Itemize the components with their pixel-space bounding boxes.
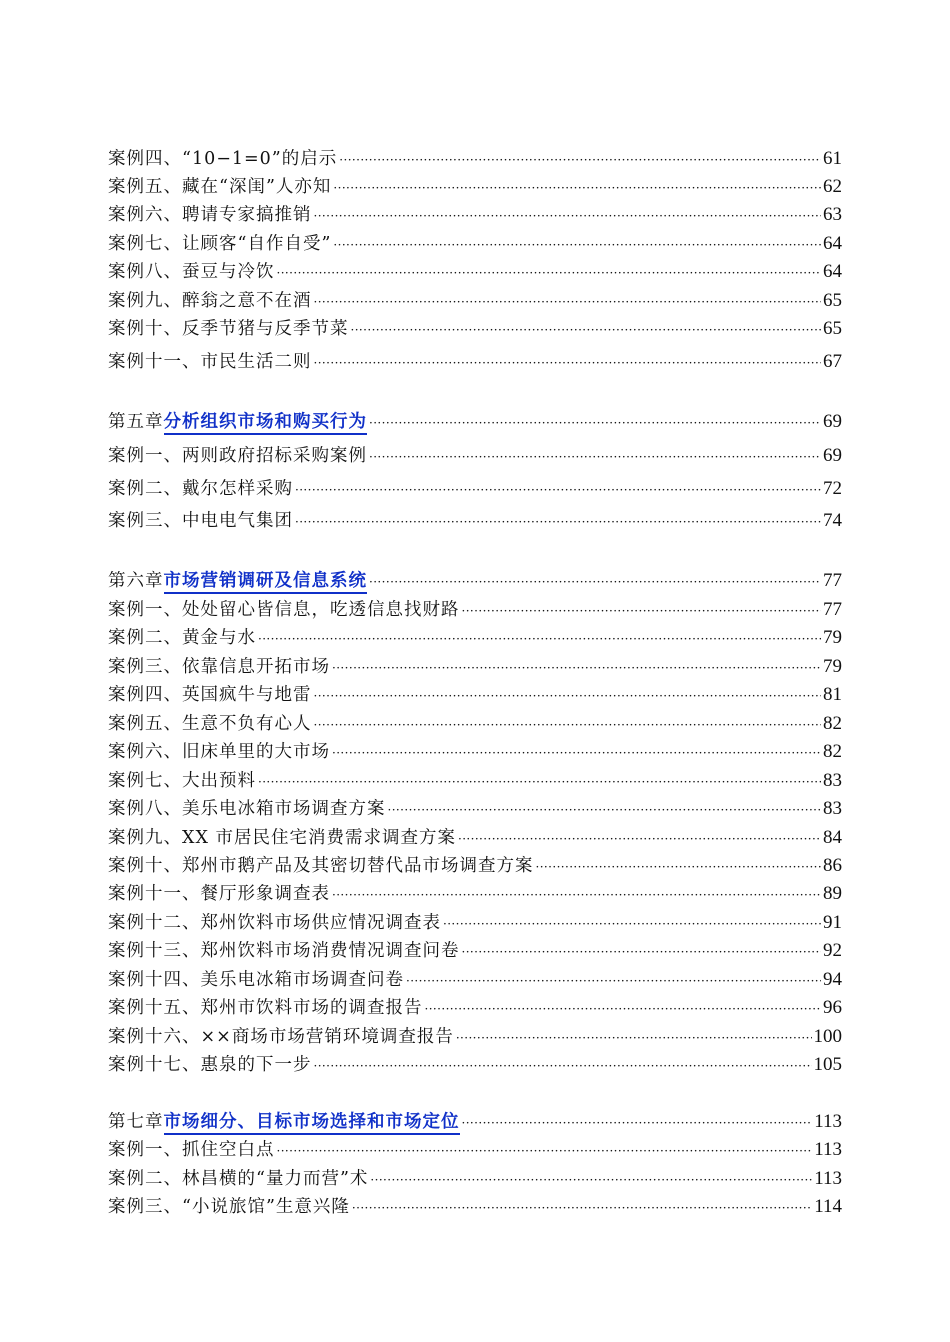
dot-leader [314,349,822,375]
dot-leader [314,1052,812,1078]
toc-entry[interactable] [108,652,842,680]
toc-entry-page: 72 [823,478,842,499]
dot-leader [295,476,821,502]
toc-entry-page: 96 [823,997,842,1018]
toc-entry[interactable] [108,993,842,1021]
chapter-page: 77 [823,570,842,591]
toc-entry-page: 65 [823,318,842,339]
toc-entry[interactable] [108,1135,842,1163]
toc-entry-label: 案例三、中电电气集团 [108,511,293,531]
toc-entry-label: 案例九、XX 市居民住宅消费需求调查方案 [108,828,456,848]
toc-entry-page: 69 [823,445,842,466]
dot-leader [333,174,821,200]
dot-leader [369,409,821,435]
toc-entry-label: 案例十六、××商场市场营销环境调查报告 [108,1027,454,1047]
toc-entry-label: 案例十、反季节猪与反季节菜 [108,319,349,339]
dot-leader [295,508,821,534]
toc-entry-label: 案例四、英国疯牛与地雷 [108,685,312,705]
chapter-page: 69 [823,411,842,432]
toc-entry-page: 74 [823,510,842,531]
toc-entry-label: 案例十四、美乐电冰箱市场调查问卷 [108,970,404,990]
toc-entry[interactable] [108,172,842,200]
toc-entry-page: 113 [814,1168,842,1189]
toc-entry-page: 100 [813,1026,842,1047]
toc-entry[interactable] [108,229,842,257]
toc-entry[interactable] [108,794,842,822]
toc-entry-label: 案例六、旧床单里的大市场 [108,742,330,762]
toc-entry[interactable] [108,908,842,936]
toc-entry[interactable] [108,200,842,228]
dot-leader [314,711,822,737]
chapter-number: 第六章 [108,571,164,591]
toc-entry[interactable] [108,709,842,737]
toc-entry-page: 61 [823,148,842,169]
toc-entry-label: 案例五、藏在“深闺”人亦知 [108,177,332,197]
toc-entry-page: 63 [823,204,842,225]
dot-leader [369,568,821,594]
toc-entry-page: 64 [823,233,842,254]
toc-entry-label: 案例一、两则政府招标采购案例 [108,446,367,466]
toc-entry-label: 案例十七、惠泉的下一步 [108,1055,312,1075]
toc-entry[interactable] [108,1164,842,1192]
toc-entry-page: 81 [823,684,842,705]
toc-entry-page: 82 [823,713,842,734]
chapter-page: 113 [814,1111,842,1132]
toc-entry-label: 案例二、黄金与水 [108,628,256,648]
toc-entry-page: 89 [823,883,842,904]
dot-leader [352,1194,812,1220]
toc-entry-label: 案例五、生意不负有心人 [108,714,312,734]
dot-leader [332,739,821,765]
toc-entry[interactable] [108,1192,842,1220]
toc-entry-page: 84 [823,827,842,848]
dot-leader [462,1109,813,1135]
toc-entry-page: 86 [823,855,842,876]
toc-entry[interactable] [108,474,842,502]
dot-leader [462,938,822,964]
dot-leader [536,853,822,879]
toc-entry-label: 案例七、让顾客“自作自受” [108,234,332,254]
dot-leader [333,231,821,257]
toc-chapter-heading[interactable] [108,566,842,594]
chapter-title-link[interactable]: 市场细分、目标市场选择和市场定位 [164,1111,460,1135]
toc-entry[interactable] [108,595,842,623]
toc-entry-label: 案例十、郑州市鹅产品及其密切替代品市场调查方案 [108,856,534,876]
dot-leader [314,288,822,314]
chapter-title-link[interactable]: 市场营销调研及信息系统 [164,570,368,594]
dot-leader [332,654,821,680]
toc-entry-page: 79 [823,627,842,648]
toc-entry-label: 案例十二、郑州饮料市场供应情况调查表 [108,913,441,933]
chapter-number: 第七章 [108,1112,164,1132]
toc-entry[interactable] [108,680,842,708]
toc-entry-label: 案例八、美乐电冰箱市场调查方案 [108,799,386,819]
toc-entry-label: 案例四、“10−1=0”的启示 [108,149,338,169]
toc-entry[interactable] [108,737,842,765]
dot-leader [425,995,822,1021]
dot-leader [258,625,821,651]
toc-entry-label: 案例七、大出预料 [108,771,256,791]
toc-entry-page: 82 [823,741,842,762]
toc-entry[interactable] [108,144,842,172]
toc-entry-page: 64 [823,261,842,282]
toc-entry-label: 案例二、戴尔怎样采购 [108,479,293,499]
toc-entry[interactable] [108,936,842,964]
dot-leader [456,1024,812,1050]
toc-entry-page: 105 [813,1054,842,1075]
toc-entry-label: 案例十一、餐厅形象调查表 [108,884,330,904]
toc-entry-page: 91 [823,912,842,933]
toc-entry-label: 案例二、林昌横的“量力而营”术 [108,1169,369,1189]
dot-leader [314,682,822,708]
toc-entry-page: 94 [823,969,842,990]
toc-chapter-heading[interactable] [108,1107,842,1135]
toc-entry-label: 案例一、处处留心皆信息，吃透信息找财路 [108,600,460,620]
toc-entry-page: 62 [823,176,842,197]
toc-entry[interactable] [108,965,842,993]
toc-entry-label: 案例三、依靠信息开拓市场 [108,657,330,677]
dot-leader [443,910,821,936]
toc-entry[interactable] [108,441,842,469]
toc-entry[interactable] [108,347,842,375]
toc-entry[interactable] [108,1022,842,1050]
toc-entry-page: 67 [823,351,842,372]
toc-entry-page: 83 [823,770,842,791]
toc-entry-page: 79 [823,656,842,677]
toc-entry-label: 案例八、蚕豆与冷饮 [108,262,275,282]
toc-entry-page: 65 [823,290,842,311]
toc-entry[interactable] [108,314,842,342]
dot-leader [370,1166,812,1192]
dot-leader [406,967,821,993]
chapter-title-link[interactable]: 分析组织市场和购买行为 [164,411,368,435]
toc-entry[interactable] [108,286,842,314]
toc-entry-page: 114 [814,1196,842,1217]
dot-leader [369,443,821,469]
toc-entry-label: 案例一、抓住空白点 [108,1140,275,1160]
toc-entry-label: 案例十三、郑州饮料市场消费情况调查问卷 [108,941,460,961]
toc-entry-page: 92 [823,940,842,961]
dot-leader [332,881,821,907]
dot-leader [388,796,822,822]
toc-entry[interactable] [108,623,842,651]
toc-entry-page: 83 [823,798,842,819]
toc-entry-label: 案例十五、郑州市饮料市场的调查报告 [108,998,423,1018]
dot-leader [351,316,822,342]
toc-entry[interactable] [108,257,842,285]
toc-chapter-heading[interactable] [108,407,842,435]
dot-leader [277,259,822,285]
toc-entry[interactable] [108,879,842,907]
dot-leader [277,1137,813,1163]
toc-entry-label: 案例九、醉翁之意不在酒 [108,291,312,311]
dot-leader [339,146,821,172]
dot-leader [458,825,821,851]
toc-entry[interactable] [108,506,842,534]
chapter-number: 第五章 [108,412,164,432]
toc-entry-label: 案例三、“小说旅馆”生意兴隆 [108,1197,350,1217]
toc-entry-label: 案例十一、市民生活二则 [108,352,312,372]
toc-entry[interactable] [108,1050,842,1078]
toc-entry[interactable] [108,823,842,851]
toc-entry-page: 113 [814,1139,842,1160]
dot-leader [462,597,822,623]
dot-leader [258,768,821,794]
dot-leader [314,202,822,228]
toc-entry-label: 案例六、聘请专家搞推销 [108,205,312,225]
toc-entry[interactable] [108,851,842,879]
toc-entry-page: 77 [823,599,842,620]
toc-entry[interactable] [108,766,842,794]
